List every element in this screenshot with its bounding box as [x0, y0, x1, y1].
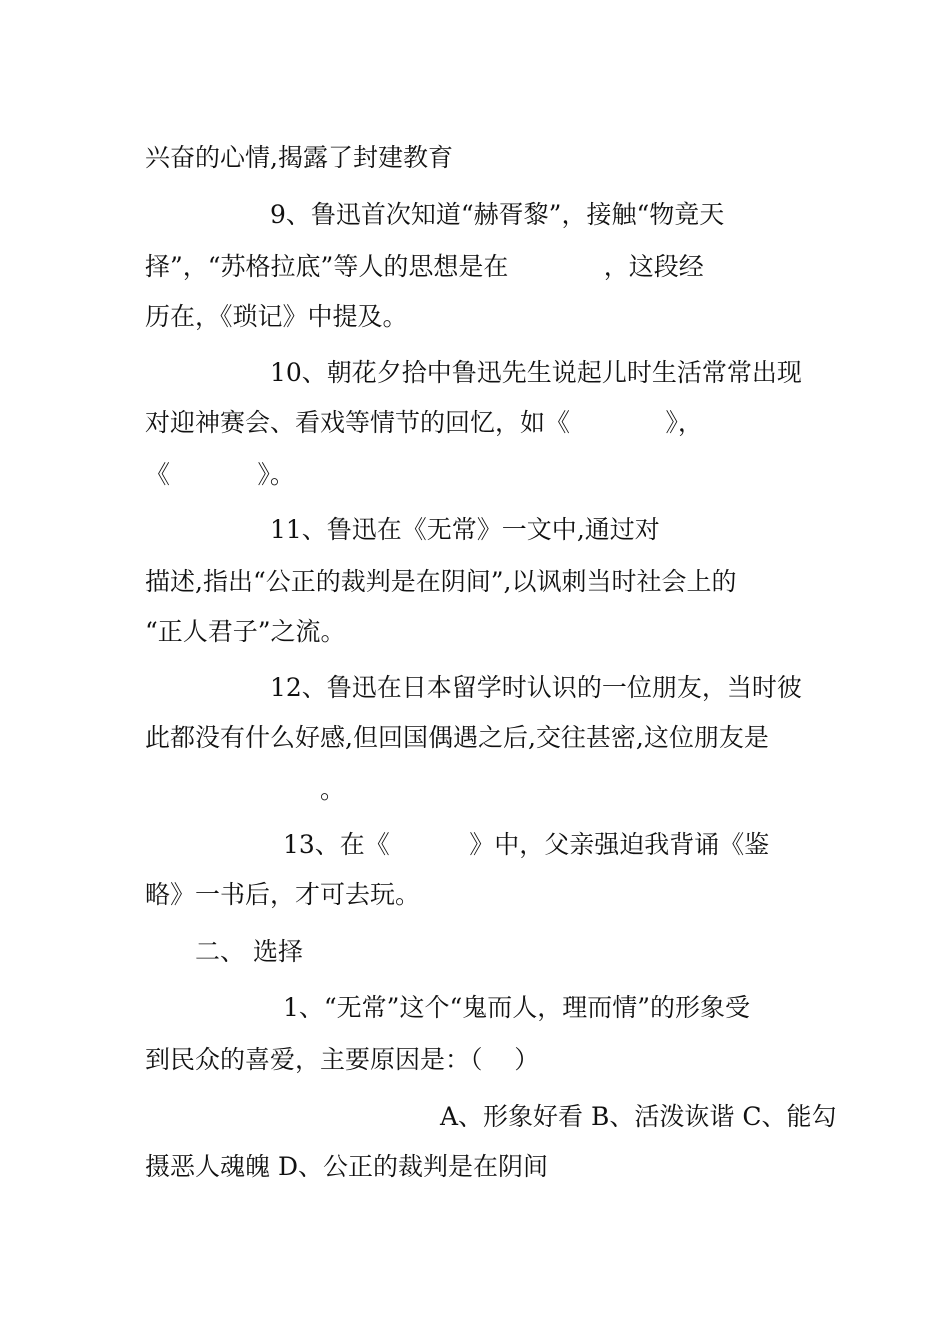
q10-line-2: 对迎神赛会、看戏等情节的回忆，如《 》， — [145, 408, 703, 437]
q8-text-end: 兴奋的心情,揭露了封建教育 — [145, 143, 453, 172]
q11-line-2: 描述,指出“公正的裁判是在阴间”,以讽刺当时社会上的 — [145, 567, 737, 596]
choice-q1-options-line-1: A、形象好看 B、活泼诙谐 C、能勾 — [440, 1102, 837, 1131]
q10-line-1: 10、朝花夕拾中鲁迅先生说起儿时生活常常出现 — [270, 358, 802, 387]
q9-line-1: 9、鲁迅首次知道“赫胥黎”，接触“物竟天 — [270, 200, 725, 229]
q12-line-2: 此都没有什么好感,但回国偶遇之后,交往甚密,这位朋友是 — [145, 723, 769, 752]
choice-q1-options-line-2: 摄恶人魂魄 D、公正的裁判是在阴间 — [145, 1152, 548, 1181]
q9-line-3: 历在，《琐记》中提及。 — [145, 302, 408, 331]
q11-line-3: “正人君子”之流。 — [145, 617, 346, 646]
q9-line-2: 择”，“苏格拉底”等人的思想是在 ，这段经 — [145, 252, 704, 281]
section-heading-choice: 二、 选择 — [195, 937, 303, 966]
choice-q1-line-1: 1、“无常”这个“鬼而人，理而情”的形象受 — [283, 993, 751, 1022]
q12-line-1: 12、鲁迅在日本留学时认识的一位朋友，当时彼 — [270, 673, 802, 702]
q13-line-1: 13、在《 》中，父亲强迫我背诵《鉴 — [283, 830, 770, 859]
q10-line-3: 《 》。 — [145, 460, 295, 489]
q11-line-1: 11、鲁迅在《无常》一文中,通过对 — [270, 515, 660, 544]
q12-line-3: 。 — [320, 775, 346, 804]
q13-line-2: 略》一书后，才可去玩。 — [145, 880, 421, 909]
choice-q1-line-2: 到民众的喜爱，主要原因是：（ ） — [145, 1045, 540, 1074]
